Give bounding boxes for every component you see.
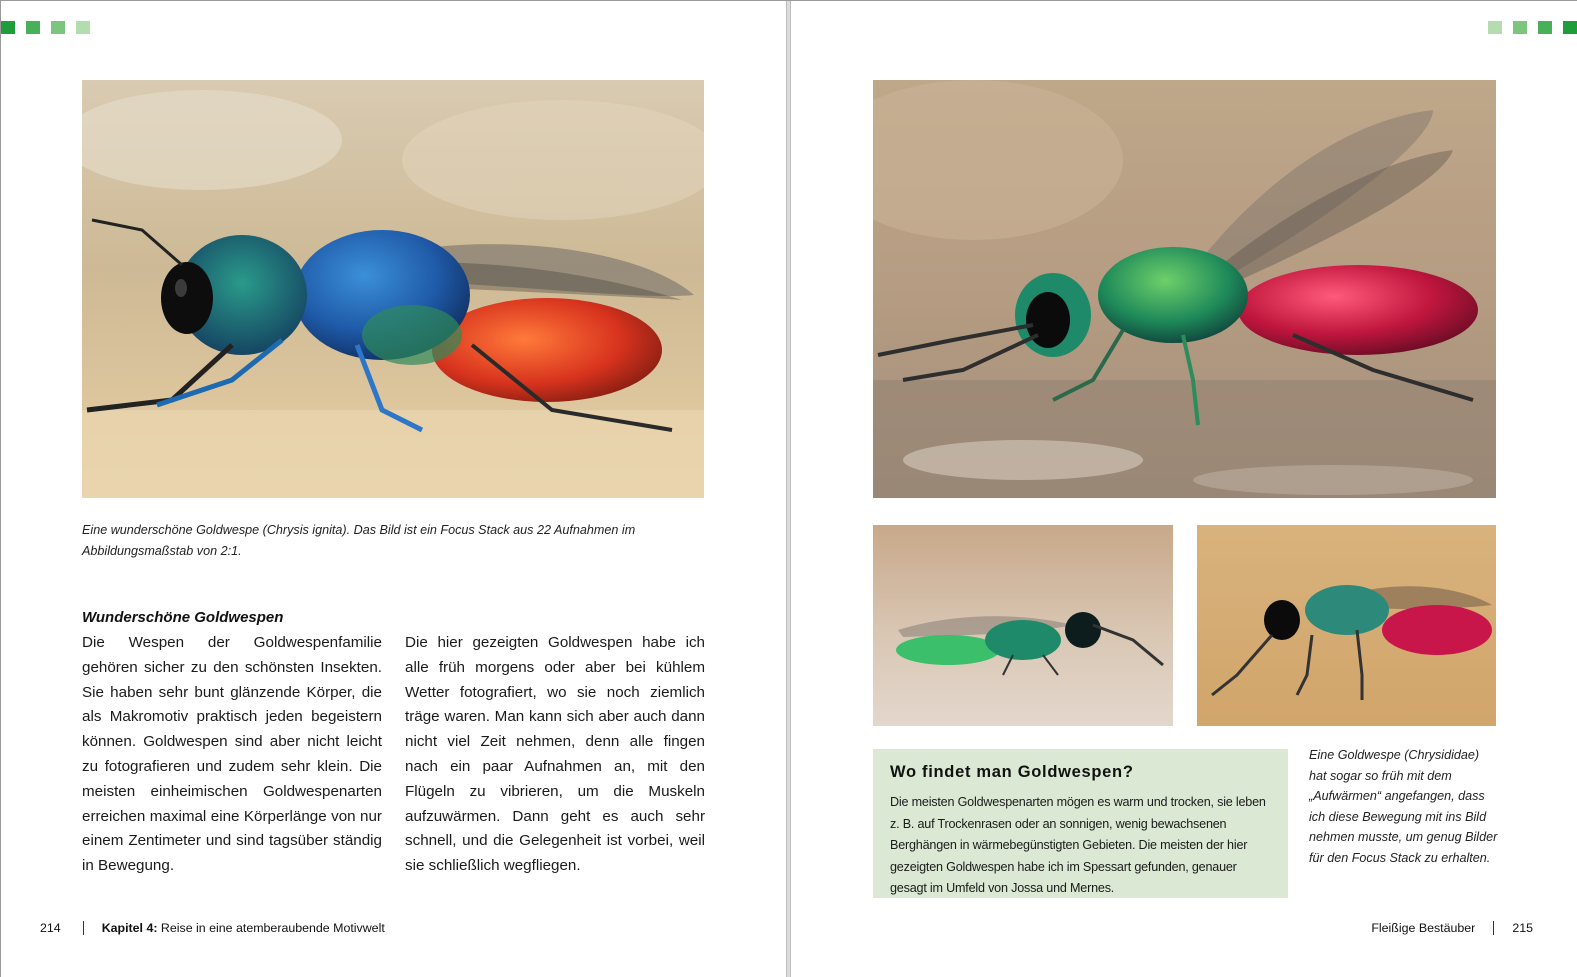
main-photo-caption: Eine wunderschöne Goldwespe (Chrysis ignita). Das Bild ist ein Focus Stack aus 22 Aufnahmen im Abbildungsmaßstab von 2:1.	[82, 523, 636, 558]
wasp-illustration	[873, 525, 1173, 726]
corner-square	[1, 21, 15, 34]
corner-square	[26, 21, 40, 34]
article-column-2: Die hier gezeigten Goldwespen habe ich alle früh morgens oder aber bei kühlem Wetter fotografiert, wo sie noch ziemlich träge waren. Man kann sich aber auch dann nicht viel Zeit nehmen, denn alle fingen nach ein paar Aufnahmen an, mit den Flügeln zu vibrieren, um die Muskeln aufzuwärmen. Dann geht es auch sehr schnell, und die Gelegenheit ist vorbei, weil sie schließlich wegfliegen.	[405, 634, 705, 875]
info-box	[873, 749, 1288, 898]
page-number-left: 214	[40, 921, 61, 935]
corner-square	[76, 21, 90, 34]
main-wasp-photo	[82, 80, 704, 498]
footer-left	[40, 921, 385, 935]
chapter-title: Reise in eine atemberaubende Motivwelt	[157, 921, 385, 935]
wasp-illustration	[82, 80, 704, 498]
right-bottom-right-wasp-photo	[1197, 525, 1496, 726]
side-caption: Eine Goldwespe (Chrysididae) hat sogar so früh mit dem „Aufwärmen“ angefangen, dass ich diese Bewegung mit ins Bild nehmen musste, um genug Bilder für den Focus Stack zu erhalten.	[1309, 748, 1498, 865]
article-heading: Wunderschöne Goldwespen	[82, 609, 284, 626]
footer-right	[1371, 921, 1533, 935]
info-box-text: Die meisten Goldwespenarten mögen es warm und trocken, sie leben z. B. auf Trockenrasen oder an sonnigen, wenig bewachsenen Berghängen in wärmebegünstigten Gebieten. Die meisten der hier gezeigten Goldwespen habe ich im Spessart gefunden, genauer gesagt im Umfeld von Jossa und Mernes.	[890, 795, 1266, 896]
corner-marks-right	[1488, 21, 1577, 34]
right-bottom-left-wasp-photo	[873, 525, 1173, 726]
footer-separator	[1493, 921, 1494, 935]
corner-square	[1563, 21, 1577, 34]
corner-square	[1488, 21, 1502, 34]
wasp-illustration	[873, 80, 1496, 498]
footer-separator	[83, 921, 84, 935]
info-box-title: Wo findet man Goldwespen?	[890, 763, 1134, 781]
corner-square	[1513, 21, 1527, 34]
left-page	[1, 1, 787, 977]
corner-square	[51, 21, 65, 34]
article-column-1: Die Wespen der Goldwespenfamilie gehören sicher zu den schönsten Insekten. Sie haben sehr bunt glänzende Körper, die als Makromotiv praktisch jeden begeistern können. Goldwespen sind aber nicht leicht zu fotografieren und zudem sehr klein. Die meisten einheimischen Goldwespenarten erreichen maximal eine Körperlänge von nur einem Zentimeter und sind tagsüber ständig in Bewegung.	[82, 634, 382, 875]
corner-marks-left	[1, 21, 90, 34]
right-top-wasp-photo	[873, 80, 1496, 498]
corner-square	[1538, 21, 1552, 34]
wasp-illustration	[1197, 525, 1496, 726]
section-title: Fleißige Bestäuber	[1371, 921, 1476, 935]
page-number-right: 215	[1512, 921, 1533, 935]
chapter-label: Kapitel 4:	[101, 921, 158, 935]
